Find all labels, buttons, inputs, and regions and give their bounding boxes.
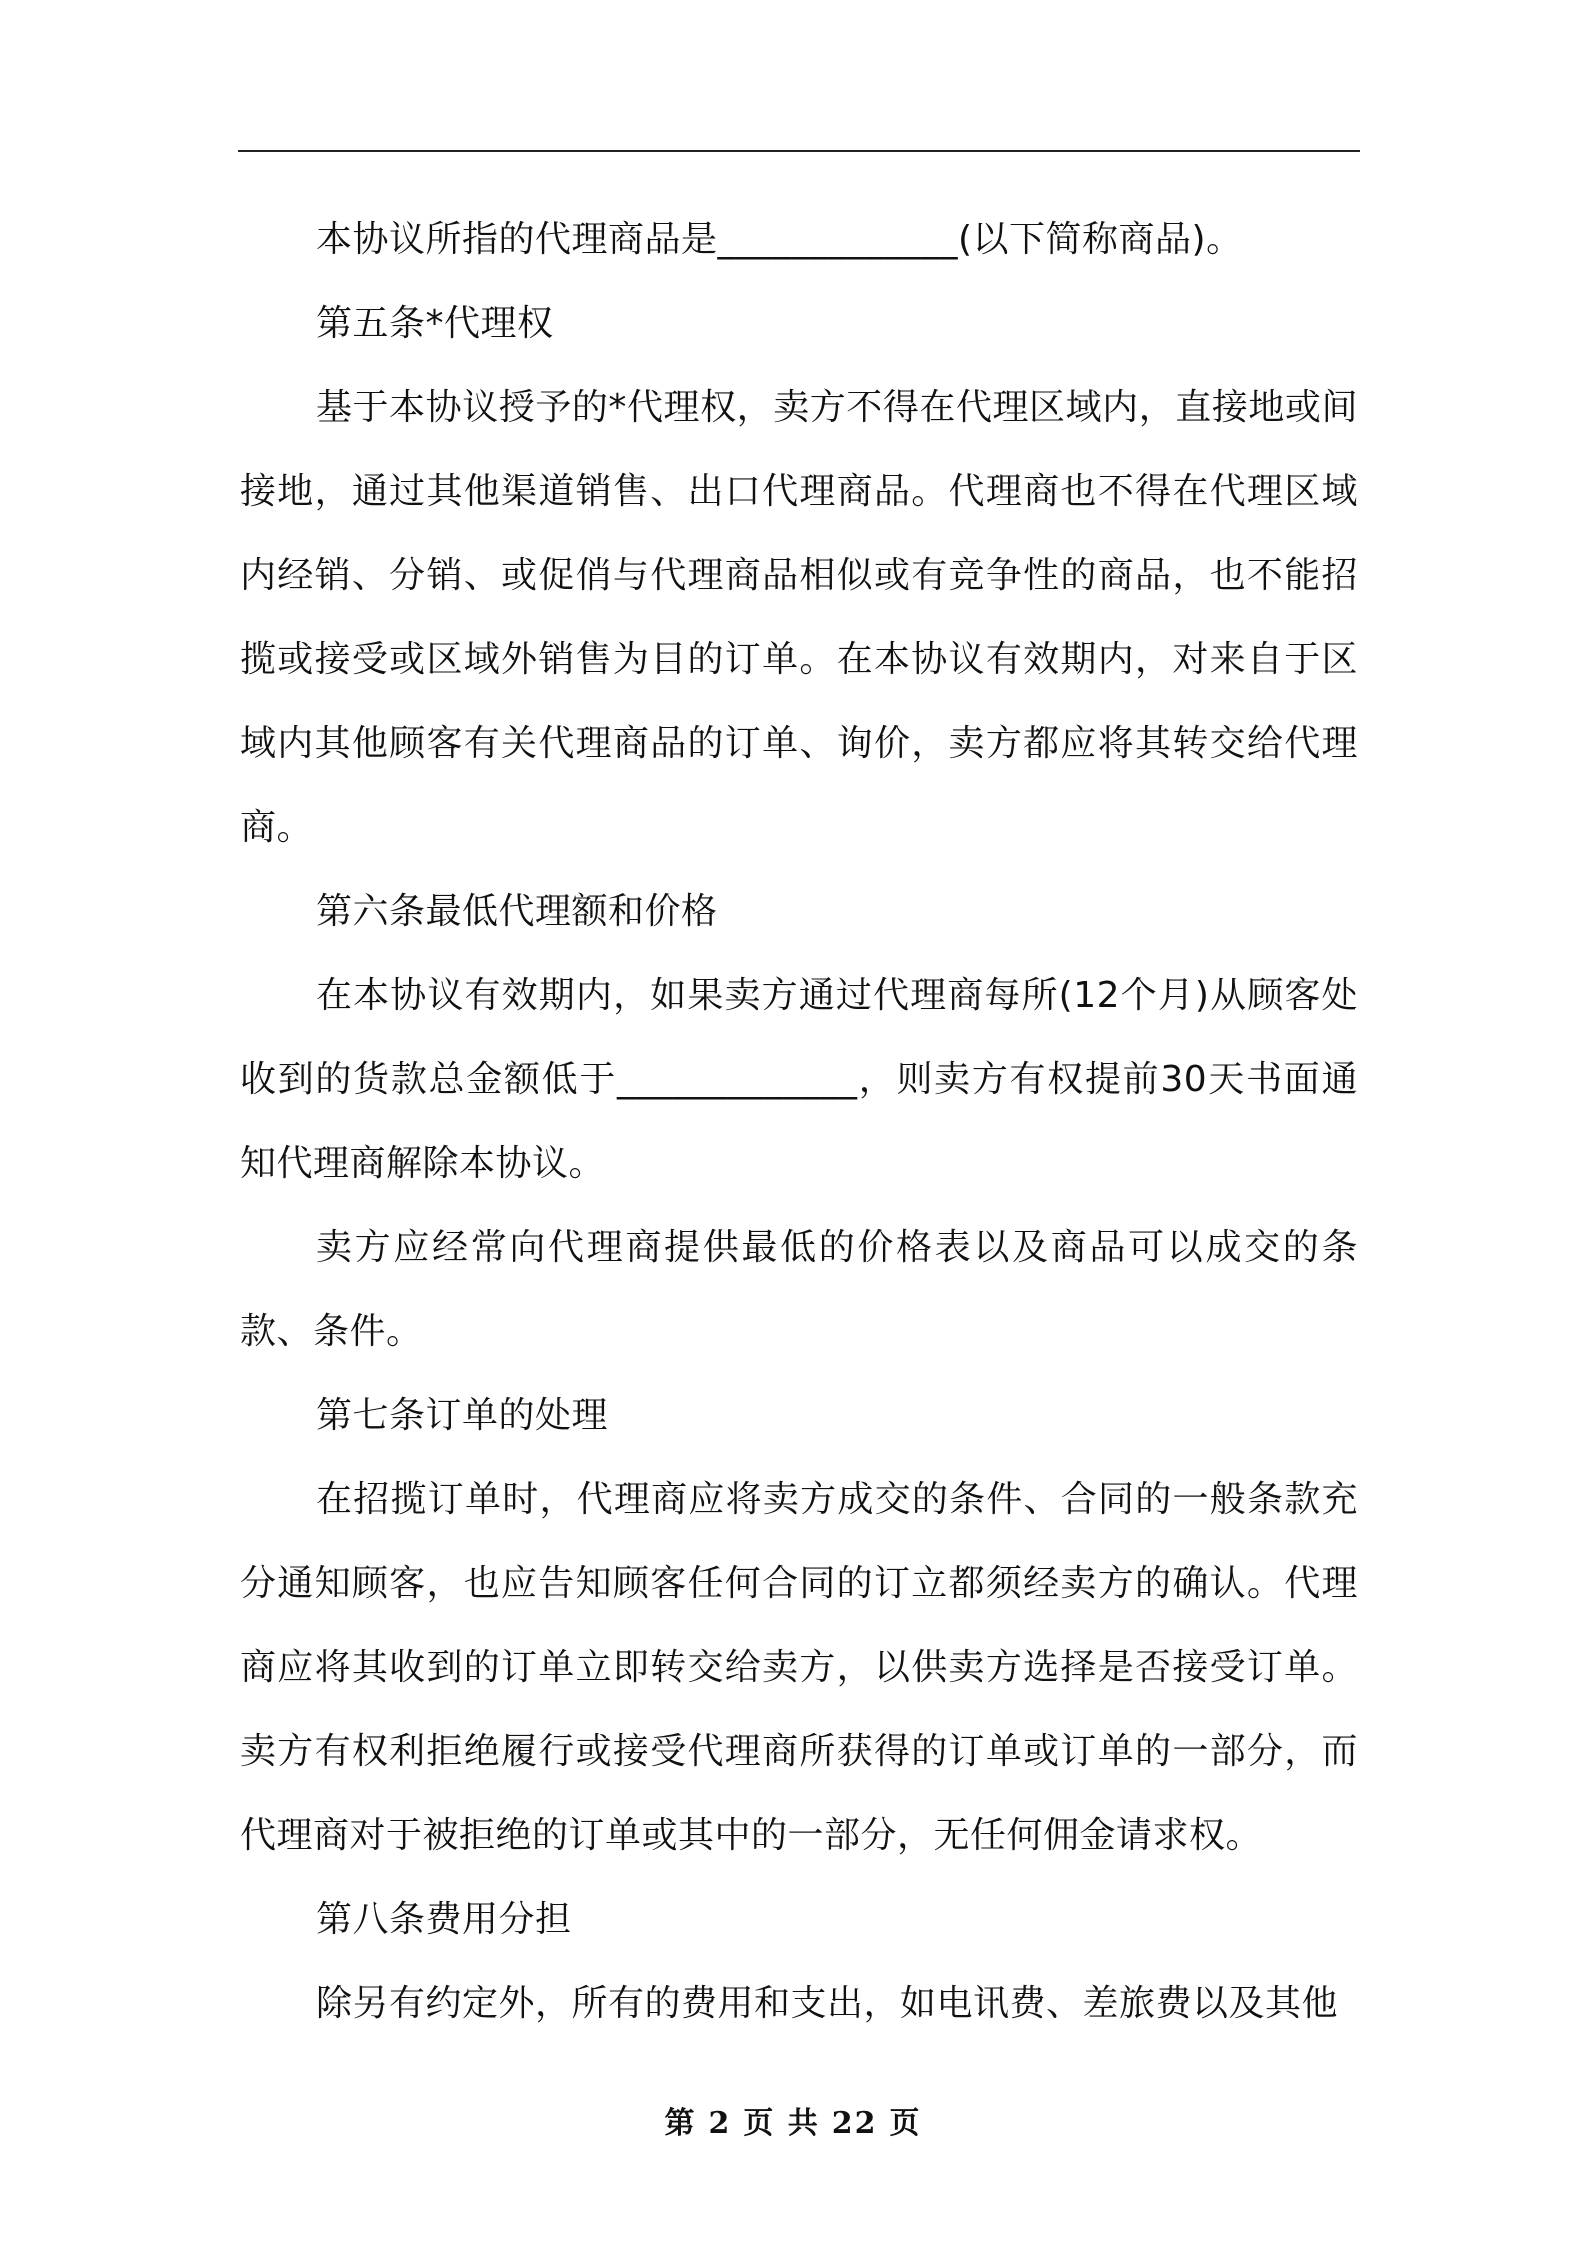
heading-article-6: 第六条最低代理额和价格	[316, 891, 718, 932]
footer-total-pages: 22	[831, 2106, 878, 2141]
footer-middle: 页 共	[743, 2106, 820, 2141]
heading-article-5: 第五条*代理权	[316, 303, 554, 344]
paragraph-article-5: 基于本协议授予的*代理权，卖方不得在代理区域内，直接地或间接地，通过其他渠道销售、出口代理商品。代理商也不得在代理区域内经销、分销、或促俏与代理商品相似或有竞争性的商品，也不能招揽或接受或区域外销售为目的订单。在本协议有效期内，对来自于区域内其他顾客有关代理商品的订单、询价，卖方都应将其转交给代理商。	[240, 387, 1358, 848]
paragraph-article-7: 在招揽订单时，代理商应将卖方成交的条件、合同的一般条款充分通知顾客，也应告知顾客任何合同的订立都须经卖方的确认。代理商应将其收到的订单立即转交给卖方，以供卖方选择是否接受订单。卖方有权利拒绝履行或接受代理商所获得的订单或订单的一部分，而代理商对于被拒绝的订单或其中的一部分，无任何佣金请求权。	[240, 1479, 1358, 1856]
document-body	[240, 198, 1358, 2046]
paragraph-article-6-b: 卖方应经常向代理商提供最低的价格表以及商品可以成交的条款、条件。	[240, 1227, 1358, 1352]
footer-suffix: 页	[889, 2106, 922, 2141]
paragraph-product: 本协议所指的代理商品是_____________(以下简称商品)。	[316, 219, 1243, 260]
heading-article-8: 第八条费用分担	[316, 1899, 572, 1940]
paragraph-article-8: 除另有约定外，所有的费用和支出，如电讯费、差旅费以及其他	[316, 1983, 1339, 2024]
paragraph-article-6-a: 在本协议有效期内，如果卖方通过代理商每所(12个月)从顾客处收到的货款总金额低于_____________，则卖方有权提前30天书面通知代理商解除本协议。	[240, 975, 1358, 1184]
footer-prefix: 第	[664, 2106, 697, 2141]
page-footer	[0, 2098, 1586, 2142]
footer-current-page: 2	[708, 2106, 732, 2141]
header-rule	[238, 150, 1360, 152]
heading-article-7: 第七条订单的处理	[316, 1395, 609, 1436]
